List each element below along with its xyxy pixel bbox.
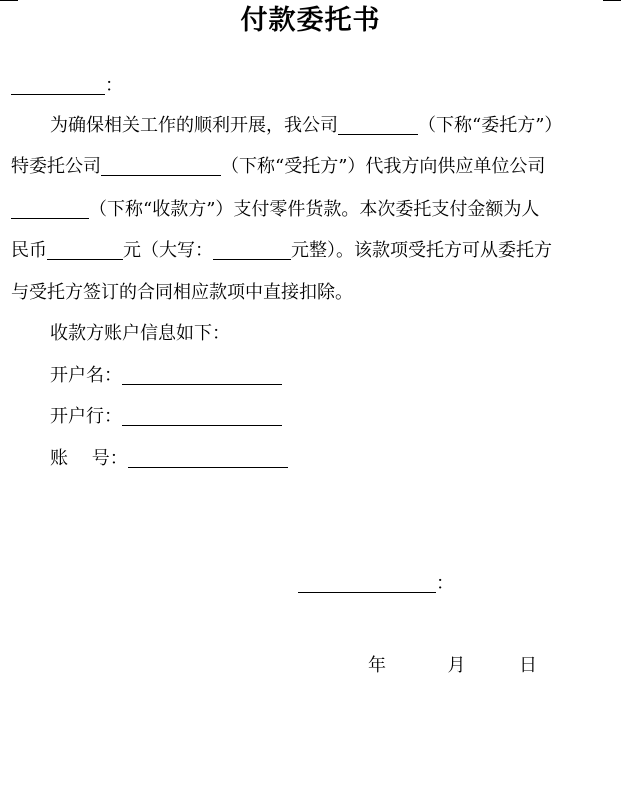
document-title: 付款委托书 xyxy=(240,5,381,36)
salutation-colon: ： xyxy=(105,75,123,96)
trustee-company-blank[interactable] xyxy=(101,155,221,176)
page-corner-mark-right xyxy=(603,0,621,1)
bank-name-row xyxy=(50,405,282,429)
bank-name-label: 开户行： xyxy=(50,406,122,427)
para1-line2-text-b: （下称“受托方”）代我方向供应单位公司 xyxy=(221,156,546,177)
para1-line3 xyxy=(11,198,539,222)
page-corner-mark-left xyxy=(0,0,18,1)
account-number-blank[interactable] xyxy=(128,447,288,468)
account-name-label: 开户名： xyxy=(50,365,122,386)
para1-line1-text-b: （下称“委托方”） xyxy=(418,115,563,136)
date-row xyxy=(368,654,537,678)
bank-name-blank[interactable] xyxy=(122,405,282,426)
principal-company-blank[interactable] xyxy=(338,114,418,135)
account-number-row xyxy=(50,447,288,471)
signature-line xyxy=(298,572,454,596)
para1-line4-text-b: 元（大写： xyxy=(123,240,213,261)
para1-line5-text: 与受托方签订的合同相应款项中直接扣除。 xyxy=(11,282,353,303)
account-name-blank[interactable] xyxy=(122,364,282,385)
account-name-row xyxy=(50,364,282,388)
signature-blank[interactable] xyxy=(298,572,436,593)
para1-line2 xyxy=(11,155,545,179)
amount-blank[interactable] xyxy=(47,239,123,260)
payee-company-blank[interactable] xyxy=(11,198,89,219)
para1-line4 xyxy=(11,239,552,263)
para1-line3-text-b: （下称“收款方”）支付零件货款。本次委托支付金额为人 xyxy=(89,199,540,220)
account-info-heading: 收款方账户信息如下： xyxy=(50,323,230,344)
para1-line5 xyxy=(11,281,353,305)
para1-line1-text-a: 为确保相关工作的顺利开展，我公司 xyxy=(50,115,338,136)
para1-line2-text-a: 特委托公司 xyxy=(11,156,101,177)
amount-in-words-blank[interactable] xyxy=(213,239,291,260)
date-year: 年 xyxy=(368,655,386,676)
para1-line4-text-c: 元整）。该款项受托方可从委托方 xyxy=(291,240,552,261)
account-number-label: 账 号： xyxy=(50,448,128,469)
date-month: 月 xyxy=(447,655,466,676)
signature-colon: ： xyxy=(436,573,454,594)
recipient-blank[interactable] xyxy=(11,74,105,95)
para1-line1 xyxy=(50,114,562,138)
date-day: 日 xyxy=(518,655,537,676)
para1-line4-text-a: 民币 xyxy=(11,240,47,261)
salutation-line xyxy=(11,74,123,98)
